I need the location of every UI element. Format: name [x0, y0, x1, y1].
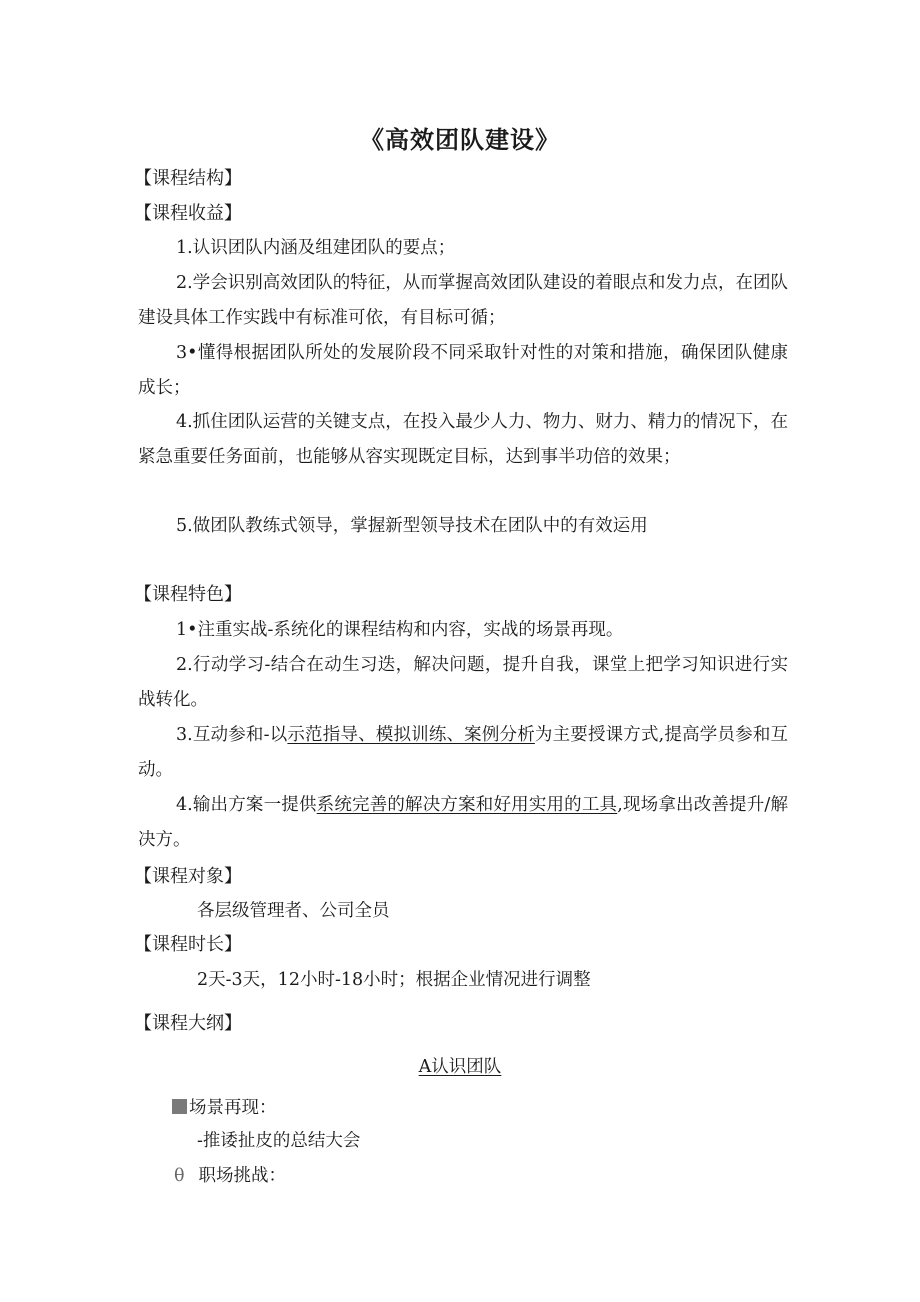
- section-course-benefits: 【课程收益】: [134, 203, 242, 224]
- benefit-item-5: 5.做团队教练式领导，掌握新型领导技术在团队中的有效运用: [176, 516, 648, 536]
- feature-4-underlined: 系统完善的解决方案和好用实用的工具: [316, 795, 618, 815]
- section-course-duration: 【课程时长】: [134, 934, 242, 955]
- theta-bullet-icon: θ: [174, 1166, 185, 1186]
- square-bullet-icon: [172, 1099, 187, 1114]
- outline-scene-item: -推诿扯皮的总结大会: [197, 1131, 361, 1151]
- feature-4-lead: 4.输出方案一提供: [176, 795, 317, 815]
- audience-text: 各层级管理者、公司全员: [197, 901, 390, 921]
- feature-3-lead: 3.互动参和-以: [176, 725, 288, 745]
- feature-item-4: [138, 788, 788, 857]
- feature-3-tail: 为主要授课方式,提高学员参和互动。: [138, 725, 788, 780]
- feature-4-tail: ,现场拿出改善提升/解决方。: [138, 795, 789, 850]
- benefit-item-3: 3•懂得根据团队所处的发展阶段不同采取针对性的对策和措施，确保团队健康成长；: [138, 343, 788, 398]
- outline-challenge-line: [174, 1163, 286, 1189]
- section-course-structure: 【课程结构】: [134, 168, 242, 189]
- benefit-item-1: 1.认识团队内涵及组建团队的要点；: [176, 238, 456, 258]
- feature-3-underlined: 示范指导、模拟训练、案例分析: [287, 725, 535, 745]
- benefit-item-4: 4.抓住团队运营的关键支点，在投入最少人力、物力、财力、精力的情况下，在紧急重要任务面前，也能够从容实现既定目标，达到事半功倍的效果；: [138, 412, 788, 467]
- outline-part-a-label: A认识团队: [418, 1057, 502, 1077]
- duration-text: 2天-3天，12小时-18小时；根据企业情况进行调整: [197, 970, 591, 990]
- section-course-outline: 【课程大纲】: [134, 1013, 242, 1034]
- benefit-item-2: 2.学会识别高效团队的特征，从而掌握高效团队建设的着眼点和发力点，在团队建设具体工作实践中有标准可依，有目标可循；: [138, 273, 788, 328]
- feature-item-3: [138, 718, 788, 787]
- section-course-features: 【课程特色】: [134, 584, 242, 605]
- feature-item-1: 1•注重实战-系统化的课程结构和内容，实战的场景再现。: [176, 620, 624, 640]
- outline-scene-line: [172, 1095, 277, 1121]
- section-course-audience: 【课程对象】: [134, 866, 242, 887]
- feature-item-2: 2.行动学习-结合在动生习迭，解决问题，提升自我，课堂上把学习知识进行实战转化。: [138, 655, 788, 710]
- outline-scene-label: 场景再现：: [189, 1098, 277, 1118]
- document-title: 《高效团队建设》: [360, 126, 560, 154]
- outline-part-a-heading: [0, 1054, 920, 1080]
- outline-challenge-label: 职场挑战：: [198, 1166, 287, 1186]
